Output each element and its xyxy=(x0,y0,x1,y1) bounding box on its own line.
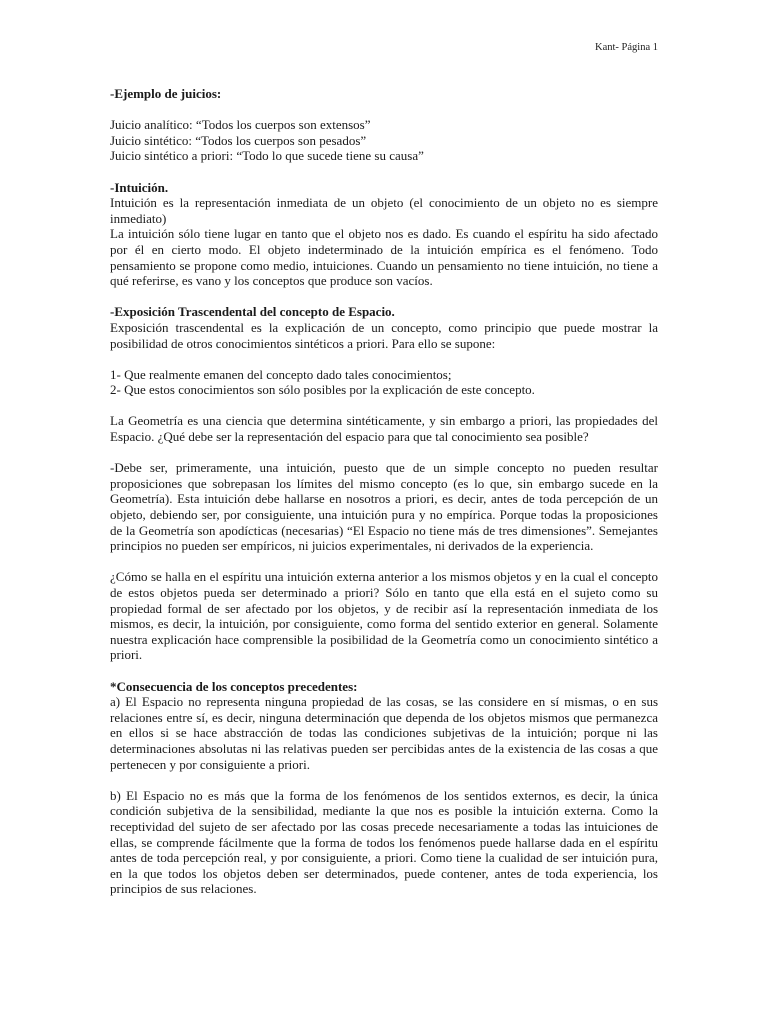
example-line: Juicio sintético a priori: “Todo lo que sucede tiene su causa” xyxy=(110,148,424,164)
spacer xyxy=(110,445,658,461)
page-content xyxy=(110,86,658,897)
spacer xyxy=(110,164,658,180)
spacer xyxy=(110,351,658,367)
paragraph: b) El Espacio no es más que la forma de los fenómenos de los sentidos externos, es decir, la única condición subjetiva de la sensibilidad, mediante la que nos es posible la intuición externa. Como la receptividad del sujeto de ser afectado por las cosas precede necesariamente a todas las intuiciones de ellas, se comprende fácilmente que la forma de todos los fenómenos puede hallarse dada en el espíritu antes de toda percepción real, y por consiguiente, a priori. Como tiene la cualidad de ser intuición pura, en la que todos los objetos deben ser determinados, puede contener, antes de toda experiencia, los principios de sus relaciones. xyxy=(110,787,658,897)
list-item: 2- Que estos conocimientos son sólo posibles por la explicación de este concepto. xyxy=(110,382,535,398)
list-item: 1- Que realmente emanen del concepto dado tales conocimientos; xyxy=(110,366,452,382)
page-header: Kant- Página 1 xyxy=(595,42,658,53)
spacer xyxy=(110,772,658,788)
paragraph: a) El Espacio no representa ninguna propiedad de las cosas, se las considere en sí mismas, o en sus relaciones entre sí, es decir, ninguna determinación que dependa de los objetos mismos que permanezca en ellos si se hace abstracción de todas las condiciones subjetivas de la intuición; porque ni las determinaciones absolutas ni las relativas pueden ser percibidas antes de la existencia de las cosas a que pertenecen y por consiguiente a priori. xyxy=(110,694,658,772)
paragraph: La Geometría es una ciencia que determina sintéticamente, y sin embargo a priori, las propiedades del Espacio. ¿Qué debe ser la representación del espacio para que tal conocimiento sea posible? xyxy=(110,413,658,445)
paragraph: -Debe ser, primeramente, una intuición, puesto que de un simple concepto no pueden resultar proposiciones que sobrepasan los límites del mismo concepto (es lo que, sin embargo sucede en la Geometría). Esta intuición debe hallarse en nosotros a priori, es decir, antes de toda percepción de un objeto, debiendo ser, por consiguiente, una intuición pura y no empírica. Porque todas la proposiciones de la Geometría son apodícticas (necesarias) “El Espacio no tiene más de tres dimensiones”. Semejantes principios no pueden ser empíricos, ni juicios experimentales, ni derivados de la experiencia. xyxy=(110,460,658,554)
spacer xyxy=(110,663,658,679)
paragraph: Intuición es la representación inmediata de un objeto (el conocimiento de un objeto no es siempre inmediato) xyxy=(110,195,658,226)
paragraph: La intuición sólo tiene lugar en tanto que el objeto nos es dado. Es cuando el espíritu ha sido afectado por él en cierto modo. El objeto indeterminado de la intuición empírica es el fenómeno. Todo pensamiento se propone como medio, intuiciones. Cuando un pensamiento no tiene intuición, no tiene a qué referirse, es vano y los conceptos que produce son vacíos. xyxy=(110,226,658,289)
spacer xyxy=(110,102,658,118)
section-heading-consecuencia: *Consecuencia de los conceptos precedentes: xyxy=(110,678,358,694)
spacer xyxy=(110,554,658,570)
section-heading-ejemplos: -Ejemplo de juicios: xyxy=(110,86,222,101)
section-heading-exposicion: -Exposición Trascendental del concepto de Espacio. xyxy=(110,304,395,320)
spacer xyxy=(110,289,658,305)
example-line: Juicio sintético: “Todos los cuerpos son pesados” xyxy=(110,132,367,148)
example-line: Juicio analítico: “Todos los cuerpos son extensos” xyxy=(110,117,371,133)
paragraph: Exposición trascendental es la explicación de un concepto, como principio que puede mostrar la posibilidad de otros conocimientos sintéticos a priori. Para ello se supone: xyxy=(110,319,658,351)
spacer xyxy=(110,398,658,414)
section-heading-intuicion: -Intuición. xyxy=(110,179,169,195)
paragraph: ¿Cómo se halla en el espíritu una intuición externa anterior a los mismos objetos y en la cual el concepto de estos objetos pueda ser determinado a priori? Sólo en tanto que ella está en el sujeto como su propiedad formal de ser afectado por los objetos, y de recibir así la representación inmediata de los mismos, es decir, la intuición, por consiguiente, como forma del sentido exterior en general. Solamente nuestra explicación hace comprensible la posibilidad de la Geometría como un conocimiento sintético a priori. xyxy=(110,569,658,663)
